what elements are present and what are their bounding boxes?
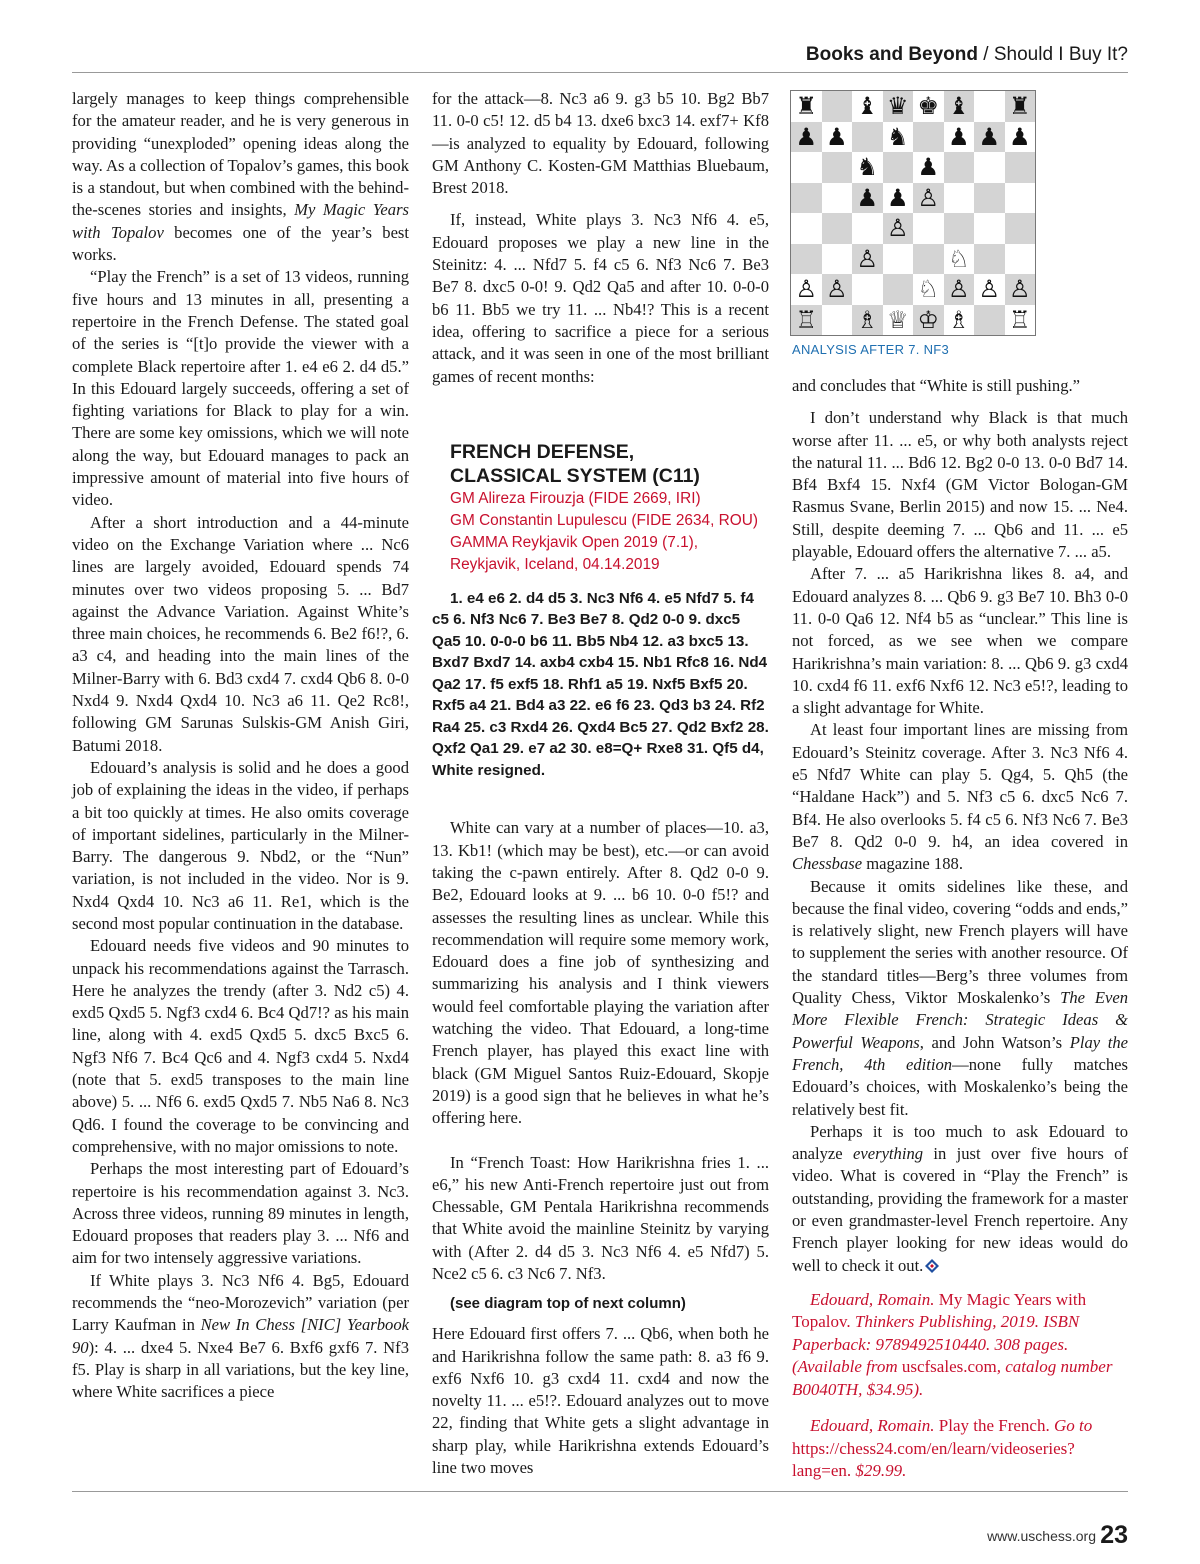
chess-piece-icon: ♟ [978, 122, 1000, 151]
spacer [432, 1130, 769, 1152]
spacer [432, 1285, 769, 1293]
footer-rule [72, 1491, 1128, 1492]
header-rule [72, 72, 1128, 73]
white-player: GM Alireza Firouzja (FIDE 2669, IRI) [450, 489, 701, 507]
header-separator: / [978, 44, 994, 65]
board-square [791, 274, 822, 305]
paragraph [72, 88, 409, 266]
chess-piece-icon: ♚ [917, 92, 939, 121]
chess-piece-icon: ♗ [947, 305, 970, 334]
paragraph: and concludes that “White is still pushing.” [792, 376, 1081, 395]
board-square [852, 274, 883, 305]
chess-piece-icon: ♖ [1008, 305, 1031, 334]
text-run: largely manages to keep things comprehensible for the amateur reader, and he is very generous in providing “unexploded” opening ideas along the way. As a collection of Topalov’s games, this book is a standout, but when combined with the behind-the-scenes stories and insights, [72, 89, 409, 220]
board-square [791, 183, 822, 214]
column-1 [72, 88, 409, 1404]
ref-site-link[interactable]: uscfsales.com [901, 1357, 997, 1377]
chess-piece-icon: ♔ [917, 305, 939, 334]
paragraph: I don’t understand why Black is that much worse after 11. ... e5, or why both analysts reject the natural 11. ... Bd6 12. Bg2 0-0 13. 0-0 Bd7 14. Bf4 Bxf4 15. Nxf4 (GM Victor Bologan-GM Rasmus Svane, Berlin 2015) and now 15. ... Ne4. Still, despite deeming 7. ... Qb6 and 11. ... e5 playable, Edouard offers the alternative 7. ... a5. [792, 408, 1128, 562]
board-square [822, 305, 853, 336]
board-square [822, 152, 853, 183]
board-square [883, 305, 914, 336]
spacer [432, 199, 769, 209]
paragraph: After 7. ... a5 Harikrishna likes 8. a4, and Edouard analyzes 8. ... Qb6 9. g3 Be7 10. Bh3 0-0 11. 0-0 Qa6 12. Nf4 b5 as “unclear.” This line is not forced, as we see when we compare Harikrishna’s main variation: 8. ... Qb6 9. g3 cxd4 10. cxd4 f6 11. exf6 Nxf6 12. Nc3 e5!?, leading to a slight advantage for White. [792, 564, 1128, 718]
game-moves: 1. e4 e6 2. d4 d5 3. Nc3 Nf6 4. e5 Nfd7 5. f4 c5 6. Nf3 Nc6 7. Be3 Be7 8. Qd2 0-0 9. dxc5 Qa5 10. 0-0-0 b6 11. Bb5 Nb4 12. a3 bxc5 13. Bxd7 Bxd7 14. axb4 cxb4 15. Nb1 Rfc8 16. Nd4 Qa2 17. f5 exf5 18. Rhf1 a5 19. Nxf5 Bxf5 20. Rxf5 a4 21. Bd4 a3 22. e6 f6 23. Qd3 b3 24. Rf2 Ra4 25. c3 Rxd4 26. Qxd4 Bc5 27. Qd2 Bxf2 28. Qxf2 Qa1 29. e7 a2 30. e8=Q+ Rxe8 31. Qf5 d4, White resigned. [432, 589, 769, 779]
ref-title: Play the French. [934, 1416, 1050, 1436]
board-square [974, 183, 1005, 214]
board-square [1005, 213, 1036, 244]
board-square [913, 122, 944, 153]
board-square [1005, 183, 1036, 214]
spacer [432, 576, 769, 588]
book-title: Play the French, 4th edition [792, 1032, 1128, 1074]
paragraph: In “French Toast: How Harikrishna fries 1. ... e6,” his new Anti-French repertoire just out from Chessable, GM Pentala Harikrishna recommends that White avoid the mainline Steinitz by varying with (After 2. d4 d5 3. Nc3 Nf6 4. e5 Nfd7) 5. Nce2 c5 6. c3 Nc6 7. Nf3. [432, 1152, 769, 1283]
board-square [974, 91, 1005, 122]
board-square [791, 122, 822, 153]
footer-url[interactable]: www.uschess.org [987, 1528, 1096, 1544]
text-run: magazine 188. [862, 854, 963, 874]
board-square [822, 122, 853, 153]
chess-piece-icon: ♟ [886, 183, 909, 212]
board-square [944, 122, 975, 153]
board-square [883, 122, 914, 153]
spacer [432, 781, 769, 817]
board-square [852, 213, 883, 244]
paragraph: Edouard’s analysis is solid and he does a good job of explaining the ideas in the video, if perhaps a bit too quickly at times. He also omits coverage of important sidelines, particularly in the Milner-Barry. The dangerous 9. Nbd2, or the “Nun” variation, is not included in the video. Nor is 9. Nxd4 Qxd4 10. Nc3 a6 11. Re1, which is the second most popular continuation in the database. [72, 757, 409, 933]
ref-catalog: , catalog number B0040TH, $34.95). [792, 1357, 1113, 1399]
chess-piece-icon: ♟ [795, 122, 817, 151]
board-square [1005, 152, 1036, 183]
header-title: Should I Buy It? [993, 44, 1128, 65]
chess-piece-icon: ♟ [856, 183, 878, 212]
paragraph: After a short introduction and a 44-minute video on the Exchange Variation where ... Nc6 lines are largely avoided, Edouard spends 74 minutes over two videos proposing 5. ... Bd7 against the Advance Variation. Against White’s three main choices, he recommends 6. Be2 f6!?, 6. a3 c4, and heading into the main lines of the Milner-Barry with 6. Bd3 cxd4 7. cxd4 Qb6 8. 0-0 Nxd4 9. Nxd4 Qxd4 10. Nc3 a6 11. Qe2 Rc8!, following GM Sarunas Sulskis-GM Anish Giri, Batumi 2018. [72, 512, 409, 755]
board-square [791, 152, 822, 183]
chess-piece-icon: ♜ [795, 92, 817, 121]
board-square [913, 305, 944, 336]
chess-piece-icon: ♙ [795, 275, 817, 304]
board-square [791, 91, 822, 122]
text-run: At least four important lines are missing from Edouard’s Steinitz coverage. After 3. Nc3 Nf6 4. e5 Nfd7 White can play 5. Qg4, 5. Qh5 (the “Haldane Hack”) and 5. Nf3 c5 6. dxc5 Nc6 7. Bf4. He also overlooks 5. f4 c5 6. Nf3 Nc6 7. Be3 Be7 8. Qd2 0-0 9. h4, an idea covered in [792, 720, 1128, 851]
board-square [944, 152, 975, 183]
column-3 [792, 375, 1128, 1483]
column-2 [432, 88, 769, 1479]
chess-piece-icon: ♕ [886, 305, 909, 334]
paragraph: Perhaps the most interesting part of Edouard’s repertoire is his recommendation against 3. Nc3. Across three videos, running 89 minutes in length, Edouard proposes that readers play 3. ... Nf6 and aim for two intensely aggressive variations. [72, 1159, 409, 1268]
paragraph: White can vary at a number of places—10. a3, 13. Kb1! (which may be best), etc.—or can avoid taking the c-pawn entirely. After 8. Qd2 0-0 9. Be2, Edouard looks at 9. ... b6 10. 0-0 f5!? and assesses the resulting lines as unclear. While this recommendation will require some memory work, Edouard does a fine job of synthesizing and summarizing his analysis and I think viewers would feel comfortable playing the variation after watching the video. That Edouard, a long-time French player, has played this exact line with black (GM Miguel Santos Ruiz-Edouard, Skopje 2019) is a good sign that he believes in what he’s offering here. [432, 818, 769, 1128]
chess-piece-icon: ♙ [856, 244, 878, 273]
board-square [852, 244, 883, 275]
paragraph [792, 719, 1128, 875]
board-square [1005, 274, 1036, 305]
running-header [806, 44, 1128, 66]
board-square [974, 305, 1005, 336]
paragraph [792, 876, 1128, 1121]
chess-piece-icon: ♛ [886, 92, 909, 121]
board-square [791, 213, 822, 244]
board-square [1005, 305, 1036, 336]
board-square [791, 305, 822, 336]
chess-piece-icon: ♘ [917, 275, 939, 304]
board-square [883, 152, 914, 183]
text-run: in just over five hours of video. What is covered in “Play the French” is outstanding, providing the framework for a master or even grandmaster-level French repertoire. Any French player looking for new ideas would do well to check it out. [792, 1144, 1128, 1275]
board-square [822, 183, 853, 214]
chess-piece-icon: ♟ [825, 122, 848, 151]
board-square [974, 274, 1005, 305]
spacer [432, 388, 769, 440]
game-title: CLASSICAL SYSTEM (C11) [450, 464, 700, 487]
chess-piece-icon: ♙ [978, 275, 1000, 304]
paragraph: for the attack—8. Nc3 a6 9. g3 b5 10. Bg2 Bb7 11. 0-0 c5! 12. d5 b4 13. dxe6 bxc3 14. exf7+ Kf8—is analyzed to equality by Edouard, following GM Anthony C. Kosten-GM Matthias Bluebaum, Brest 2018. [432, 89, 769, 198]
board-square [944, 244, 975, 275]
chess-piece-icon: ♙ [886, 214, 909, 243]
board-square [974, 152, 1005, 183]
game-title: FRENCH DEFENSE, [450, 440, 635, 463]
ref-publisher: Thinkers Publishing, 2019. ISBN Paperback: 9789492510440. 308 pages. (Available from [792, 1312, 1080, 1377]
chess-piece-icon: ♘ [947, 244, 970, 273]
text-run: becomes one of the year’s best works. [72, 222, 409, 265]
board-square [974, 213, 1005, 244]
board-square [913, 183, 944, 214]
book-title: The Even More Flexible French: Strategic Ideas & Powerful Weapons [792, 988, 1128, 1052]
board-square [944, 274, 975, 305]
board-square [974, 122, 1005, 153]
chess-piece-icon: ♙ [825, 275, 848, 304]
board-square [822, 274, 853, 305]
board-square [944, 213, 975, 244]
text-run: —none fully matches Edouard’s choices, with Moskalenko’s being the relatively best fit. [792, 1054, 1128, 1119]
paragraph: Here Edouard first offers 7. ... Qb6, when both he and Harikrishna follow the same path: 8. a3 f6 9. exf6 Nxf6 10. g3 cxd4 11. cxd4 and now the novelty 11. ... e5!?. Edouard analyzes out to move 22, finding that White gets a slight advantage in sharp play, while Harikrishna extends Edouard’s line two moves [432, 1324, 769, 1478]
paragraph [72, 1270, 409, 1404]
chess-piece-icon: ♗ [856, 305, 878, 334]
text-run: If White plays 3. Nc3 Nf6 4. Bg5, Edouard recommends the “neo-Morozevich” variation (per Larry Kaufman in [72, 1270, 409, 1335]
text-run: Perhaps it is too much to ask Edouard to analyze [792, 1121, 1128, 1164]
board-square [1005, 91, 1036, 122]
board-square [913, 91, 944, 122]
book-reference [792, 1289, 1128, 1402]
board-square [852, 152, 883, 183]
chess-piece-icon: ♜ [1008, 92, 1031, 121]
event: GAMMA Reykjavik Open 2019 (7.1), [450, 533, 699, 551]
board-square [913, 213, 944, 244]
emphasis: everything [853, 1144, 924, 1164]
text-run: Because it omits sidelines like these, and because the final video, covering “odds and ends,” is relatively slight, new French players will have to supplement the series with another resource. Of the standard titles—Berg’s three volumes from Quality Chess, Viktor Moskalenko’s [792, 876, 1128, 1008]
chess-diagram [790, 90, 1036, 336]
chess-piece-icon: ♞ [886, 122, 909, 151]
chess-piece-icon: ♙ [1008, 275, 1031, 304]
board-square [852, 91, 883, 122]
board-square [883, 183, 914, 214]
chess-piece-icon: ♙ [947, 275, 970, 304]
board-square [852, 183, 883, 214]
board-square [944, 91, 975, 122]
board-square [852, 122, 883, 153]
spacer [792, 1277, 1128, 1289]
board-square [883, 244, 914, 275]
board-square [883, 213, 914, 244]
place-date: Reykjavik, Iceland, 04.14.2019 [450, 555, 660, 573]
board-square [1005, 122, 1036, 153]
spacer [432, 1315, 769, 1323]
board-square [822, 213, 853, 244]
ref-url-link[interactable]: https://chess24.com/en/learn/videoseries?lang=en. [792, 1438, 1075, 1481]
board-square [852, 305, 883, 336]
paragraph [792, 1121, 1128, 1277]
ref-goto: Go to [1049, 1416, 1093, 1436]
video-reference [792, 1415, 1128, 1483]
header-section: Books and Beyond [805, 44, 978, 65]
chess-piece-icon: ♙ [917, 183, 939, 212]
board-square [944, 183, 975, 214]
board-square [1005, 244, 1036, 275]
board-square [822, 244, 853, 275]
chess-piece-icon: ♖ [795, 305, 817, 334]
board-square [822, 91, 853, 122]
chess-piece-icon: ♝ [856, 92, 878, 121]
board-square [883, 274, 914, 305]
uschess-diamond-logo-icon [925, 1259, 939, 1273]
diagram-caption: ANALYSIS AFTER 7. NF3 [792, 342, 950, 357]
ref-author: Edouard, Romain. [810, 1289, 935, 1309]
spacer [792, 1401, 1128, 1415]
ref-price: $29.99. [851, 1461, 907, 1481]
chess-piece-icon: ♟ [947, 122, 970, 151]
chess-piece-icon: ♟ [917, 153, 939, 182]
text-run: ): 4. ... dxe4 5. Nxe4 Be7 6. Bxf6 gxf6 7. Nf3 f5. Play is sharp in all variations, but the key line, where White sacrifices a piece [72, 1337, 409, 1402]
spacer [792, 397, 1128, 407]
magazine-title: Chessbase [792, 854, 863, 874]
board-square [883, 91, 914, 122]
chess-piece-icon: ♝ [947, 92, 970, 121]
board-square [913, 152, 944, 183]
board-square [791, 244, 822, 275]
see-diagram-note: (see diagram top of next column) [450, 1295, 686, 1313]
paragraph: If, instead, White plays 3. Nc3 Nf6 4. e5, Edouard proposes we play a new line in the Steinitz: 4. ... Nfd7 5. f4 c5 6. Nf3 Nc6 7. Be3 Be7 8. dxc5 0-0! 9. Qd2 Qa5 and after 10. 0-0-0 b6 11. Bb5 we try 11. ... Nb4!? This is a recent idea, offering to sacrifice a piece for a serious attack, and it was seen in one of the most brilliant games of recent months: [432, 210, 769, 386]
paragraph: “Play the French” is a set of 13 videos, running five hours and 13 minutes in all, presenting a repertoire in the French Defense. The stated goal of the series is “[t]o provide the viewer with a complete Black repertoire after 1. e4 e6 2. d4 d5.” In this Edouard largely succeeds, offering a set of fighting variations for Black to play for a win. There are some key omissions, which we will note along the way, but Edouard manages to pack an impressive amount of material into five hours of video. [72, 267, 409, 510]
book-title: New In Chess [NIC] Yearbook 90 [72, 1315, 409, 1357]
chess-piece-icon: ♞ [856, 153, 878, 182]
ref-author: Edouard, Romain. [810, 1416, 935, 1436]
page-number: 23 [1100, 1521, 1128, 1549]
text-run: , and John Watson’s [919, 1032, 1070, 1052]
black-player: GM Constantin Lupulescu (FIDE 2634, ROU) [450, 511, 758, 529]
chess-piece-icon: ♟ [1008, 122, 1031, 151]
paragraph: Edouard needs five videos and 90 minutes to unpack his recommendations against the Tarrasch. Here he analyzes the trendy (after 3. Nd2 c5) 4. exd5 Qxd5 5. Ngf3 cxd4 6. Bc4 Qd7!? as his main line, along with 4. exd5 Qxd5 5. dxc5 Bxc5 6. Ngf3 Nf6 7. Bc4 Qc6 and 4. Ngf3 cxd4 5. Nxd4 (note that 5. exd5 transposes to the main line above) 5. ... Nf6 6. exd5 Qxd5 7. Nb5 Na6 8. Nc3 Qd6. I found the coverage to be convincing and comprehensive, with no major omissions to note. [72, 936, 409, 1156]
board-square [913, 274, 944, 305]
board-square [913, 244, 944, 275]
board-square [944, 305, 975, 336]
ref-title: My Magic Years with Topalov. [792, 1289, 1087, 1332]
board-square [974, 244, 1005, 275]
book-title: My Magic Years with Topalov [72, 200, 409, 242]
